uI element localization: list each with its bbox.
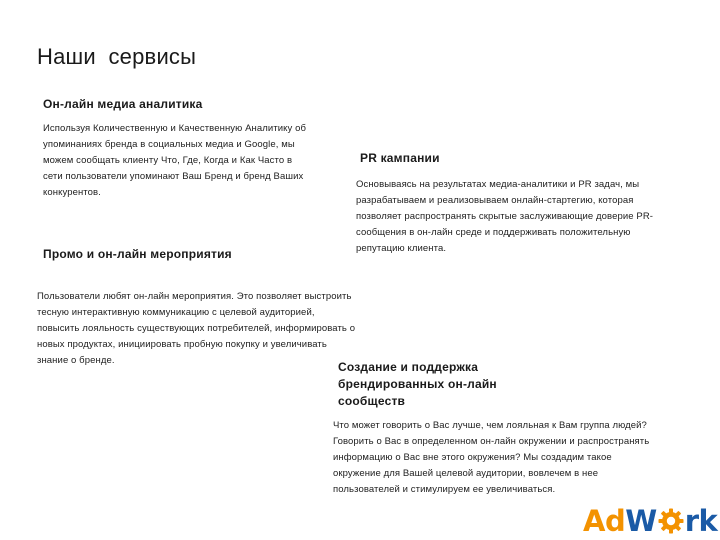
community-description <box>333 418 703 498</box>
promo-heading: Промо и он-лайн мероприятия <box>43 247 232 261</box>
logo-part-rk: rk <box>684 504 718 538</box>
promo-description <box>37 289 407 369</box>
pr-line: сообщения в он-лайн среде и поддерживать положительную <box>356 227 631 238</box>
community-line: пользователей и стимулируем ее увеличиваться. <box>333 484 556 495</box>
community-heading-line: брендированных он-лайн <box>338 377 497 391</box>
community-line: информацию о Вас вне этого окружения? Мы создадим такое <box>333 452 612 463</box>
community-heading <box>338 359 538 410</box>
logo-part-w: W <box>625 504 657 538</box>
adwork-logo <box>583 504 717 538</box>
community-line: Что может говорить о Вас лучше, чем лояльная к Вам группа людей? <box>333 420 647 431</box>
promo-line: тесную интерактивную коммуникацию с целевой аудиторией, <box>37 307 315 318</box>
promo-line: знание о бренде. <box>37 355 115 366</box>
community-line: окружение для Вашей целевой аудитории, вовлечем в нее <box>333 468 599 479</box>
pr-heading: PR кампании <box>360 151 440 165</box>
pr-line: Основываясь на результатах медиа-аналитики и PR задач, мы <box>356 179 640 190</box>
promo-line: Пользователи любят он-лайн мероприятия. Это позволяет выстроить <box>37 291 352 302</box>
pr-line: разрабатываем и реализовываем онлайн-стартегию, которая <box>356 195 634 206</box>
analytics-line: Используя Количественную и Качественную Аналитику об <box>43 123 307 134</box>
promo-line: новых продуктах, инициировать пробную покупку и увеличивать <box>37 339 327 350</box>
analytics-line: сети пользователи упоминают Ваш Бренд и бренд Ваших <box>43 171 304 182</box>
pr-line: позволяет распространять скрытые заслуживающие доверие PR- <box>356 211 654 222</box>
community-heading-line: сообществ <box>338 394 406 408</box>
promo-line: повысить лояльность существующих потребителей, информировать о <box>37 323 356 334</box>
pr-line: репутацию клиента. <box>356 243 447 254</box>
analytics-description <box>43 121 353 201</box>
analytics-line: упоминаниях бренда в социальных медиа и Google, мы <box>43 139 295 150</box>
pr-description <box>356 177 701 257</box>
analytics-line: конкурентов. <box>43 187 101 198</box>
analytics-line: можем сообщать клиенту Что, Где, Когда и Как Часто в <box>43 155 293 166</box>
community-line: Говорить о Вас в определенном он-лайн окружении и распространять <box>333 436 650 447</box>
community-heading-line: Создание и поддержка <box>338 360 479 374</box>
analytics-heading: Он-лайн медиа аналитика <box>43 97 203 111</box>
page-title: Наши сервисы <box>37 44 197 69</box>
gear-icon <box>658 508 684 534</box>
logo-part-ad: Ad <box>583 504 626 538</box>
